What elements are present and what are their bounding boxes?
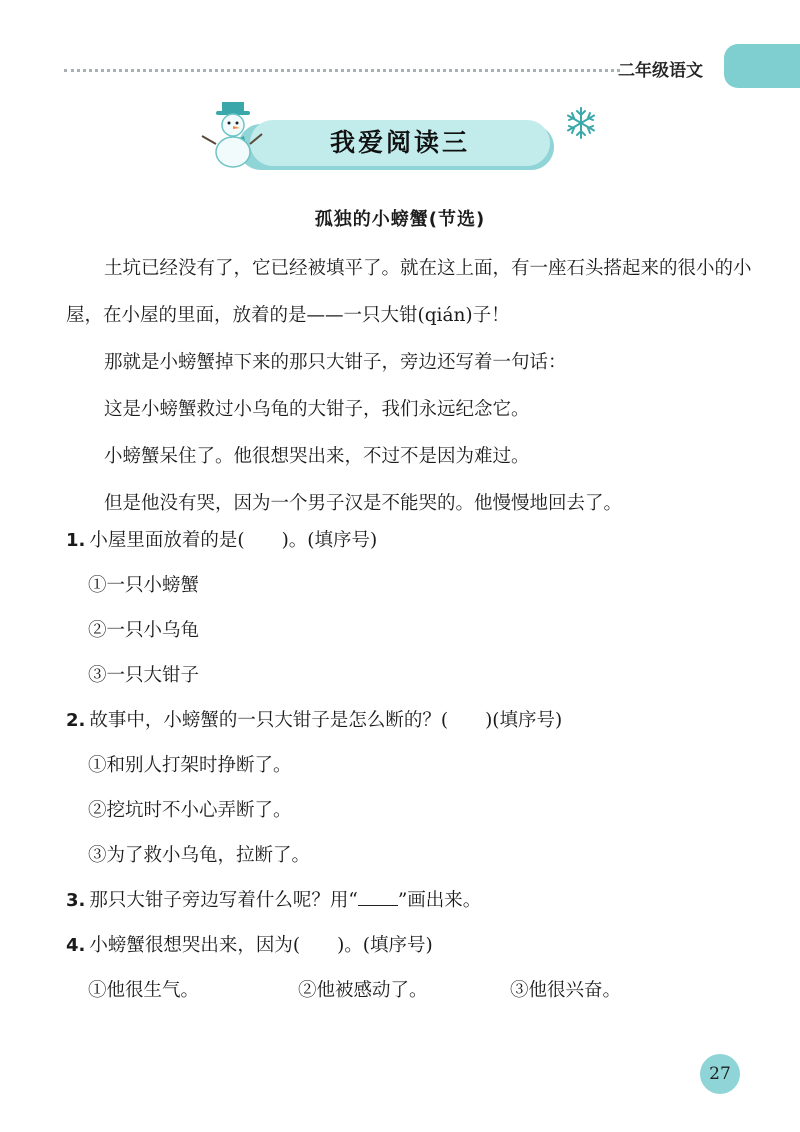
question-2 xyxy=(66,698,756,878)
answer-option: ②挖坑时不小心弄断了。 xyxy=(88,800,292,821)
answer-option: ③他很兴奋。 xyxy=(510,980,622,1001)
header-dotted-rule xyxy=(64,69,620,72)
answer-option: ③为了救小乌龟，拉断了。 xyxy=(88,845,311,866)
question-3 xyxy=(66,878,756,923)
story-paragraph: 土坑已经没有了，它已经被填平了。就在这上面，有一座石头搭起来的很小的小屋，在小屋的里面，放着的是——一只大钳(qián)子！ xyxy=(66,258,752,326)
header-grade-label: 二年级语文 xyxy=(618,61,703,81)
section-title: 我爱阅读三 xyxy=(250,120,550,166)
story-paragraph: 但是他没有哭，因为一个男子汉是不能哭的。他慢慢地回去了。 xyxy=(104,493,623,514)
question-1 xyxy=(66,518,756,698)
story-paragraph: 小螃蟹呆住了。他很想哭出来，不过不是因为难过。 xyxy=(104,446,530,467)
answer-option: ②一只小乌龟 xyxy=(88,620,200,641)
answer-option: ②他被感动了。 xyxy=(298,980,428,1001)
answer-option: ③一只大钳子 xyxy=(88,665,200,686)
snowman-head xyxy=(222,114,244,136)
page-number: 27 xyxy=(700,1054,740,1094)
story-title: 孤独的小螃蟹(节选) xyxy=(314,209,486,230)
header-tab xyxy=(724,44,800,88)
question-number: 1. xyxy=(66,530,86,551)
answer-option-row xyxy=(66,968,756,1013)
snowman-arm-left xyxy=(202,136,216,144)
snowman-eye-right xyxy=(236,122,239,125)
question-text-after: ”画出来。 xyxy=(397,890,482,911)
underline-blank xyxy=(358,887,398,906)
snowflake-icon xyxy=(564,106,598,140)
snowman-arm-right xyxy=(250,134,262,144)
story-paragraph: 那就是小螃蟹掉下来的那只大钳子，旁边还写着一句话： xyxy=(104,352,567,373)
question-4 xyxy=(66,923,756,1013)
question-text: 故事中，小螃蟹的一只大钳子是怎么断的？( )(填序号) xyxy=(89,710,563,731)
snowman-eye-left xyxy=(228,122,231,125)
question-number: 3. xyxy=(66,890,86,911)
question-text: 小屋里面放着的是( )。(填序号) xyxy=(89,530,378,551)
snowman-icon xyxy=(196,98,268,170)
story-paragraph: 这是小螃蟹救过小乌龟的大钳子，我们永远纪念它。 xyxy=(104,399,530,420)
story-text xyxy=(66,245,756,527)
question-number: 4. xyxy=(66,935,86,956)
snowman-hat xyxy=(222,102,244,112)
answer-option: ①和别人打架时挣断了。 xyxy=(88,755,292,776)
question-text: 小螃蟹很想哭出来，因为( )。(填序号) xyxy=(89,935,433,956)
question-number: 2. xyxy=(66,710,86,731)
answer-option: ①一只小螃蟹 xyxy=(88,575,200,596)
question-text-before: 那只大钳子旁边写着什么呢？用“ xyxy=(89,890,358,911)
snowman-body xyxy=(216,137,250,167)
question-list xyxy=(66,518,756,1013)
answer-option: ①他很生气。 xyxy=(88,980,200,1001)
